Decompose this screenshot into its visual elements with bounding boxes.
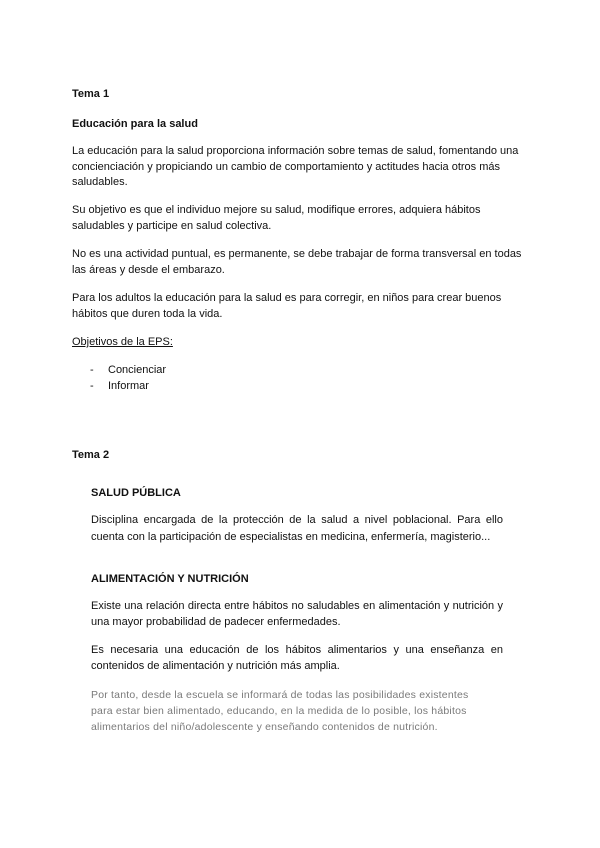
tema-1-heading: Educación para la salud <box>72 118 198 130</box>
list-item-label: Informar <box>108 379 149 392</box>
tema-1-paragraph-1: La educación para la salud proporciona información sobre temas de salud, fomentando una concienciación y propiciando un cambio de comportamiento y actitudes hacia otros más saludables. <box>72 145 519 188</box>
tema-1-paragraph-4: Para los adultos la educación para la salud es para corregir, en niños para crear buenos hábitos que duren toda la vida. <box>72 292 502 320</box>
alimentacion-gray-paragraph: Por tanto, desde la escuela se informará de todas las posibilidades existentes para estar bien alimentado, educando, en la medida de lo posible, los hábitos alimentarios del niño/adolescente y enseñando contenidos de nutrición. <box>91 689 469 733</box>
bullet-dash: - <box>90 379 94 392</box>
objectives-list <box>90 363 166 394</box>
tema-2-label: Tema 2 <box>72 449 110 461</box>
list-item <box>90 379 166 395</box>
tema-1-paragraph-2: Su objetivo es que el individuo mejore su salud, modifique errores, adquiera hábitos saludables y participe en salud colectiva. <box>72 204 481 232</box>
tema-1-paragraph-3: No es una actividad puntual, es permanente, se debe trabajar de forma transversal en todas las áreas y desde el embarazo. <box>72 248 522 276</box>
list-item <box>90 363 166 379</box>
bullet-dash: - <box>90 364 94 376</box>
alimentacion-paragraph-2: Es necesaria una educación de los hábitos alimentarios y una enseñanza en contenidos de alimentación y nutrición más amplia. <box>91 644 503 672</box>
list-item-label: Concienciar <box>108 364 167 376</box>
salud-publica-text: Disciplina encargada de la protección de la salud a nivel poblacional. Para ello cuenta con la participación de especialistas en medicina, enfermería, magisterio... <box>91 514 503 543</box>
objectives-title: Objetivos de la EPS: <box>72 336 173 348</box>
alimentacion-heading: ALIMENTACIÓN Y NUTRICIÓN <box>91 573 249 585</box>
salud-publica-heading: SALUD PÚBLICA <box>91 487 181 499</box>
alimentacion-paragraph-1: Existe una relación directa entre hábitos no saludables en alimentación y nutrición y una mayor probabilidad de padecer enfermedades. <box>91 600 503 628</box>
tema-1-label: Tema 1 <box>72 88 110 100</box>
